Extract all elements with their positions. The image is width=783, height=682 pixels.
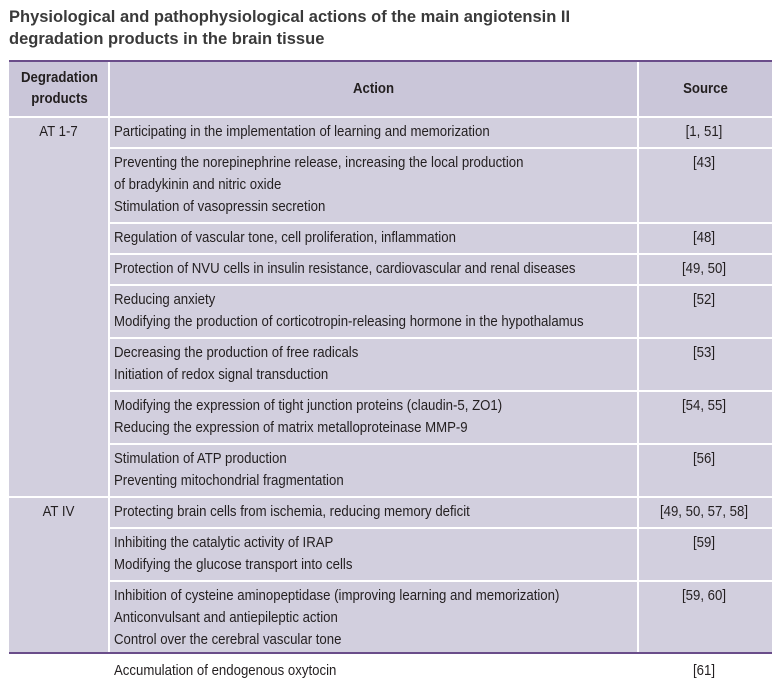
header-degradation-products-line-2: products [31,90,88,107]
action-cell [114,501,470,523]
source-cell: [43] [692,154,716,171]
action-cell [114,585,559,651]
source-cell: [52] [692,291,716,308]
group-label: AT 1-7 [39,123,78,140]
action-text: Stimulation of ATP production [114,450,287,467]
action-text: Control over the cerebral vascular tone [114,631,342,648]
action-text: Decreasing the production of free radicals [114,344,359,361]
action-text: Protection of NVU cells in insulin resistance, cardiovascular and renal diseases [114,260,576,277]
row-divider [110,284,772,286]
action-text: of bradykinin and nitric oxide [114,176,282,193]
source-cell: [49, 50, 57, 58] [659,503,749,520]
column-divider-1 [108,62,110,652]
action-cell [114,532,352,576]
group-divider [9,496,772,498]
row-divider [110,580,772,582]
action-text: Participating in the implementation of learning and memorization [114,123,490,140]
action-text: Modifying the expression of tight junction proteins (claudin-5, ZO1) [114,397,503,414]
action-text: Reducing anxiety [114,291,216,308]
table-title [9,6,769,50]
source-cell: [54, 55] [681,397,727,414]
row-divider [110,253,772,255]
action-text: Inhibition of cysteine aminopeptidase (improving learning and memorization) [114,587,560,604]
table-title-line-1: Physiological and pathophysiological actions of the main angiotensin II [9,8,571,26]
action-cell [114,152,523,218]
action-text: Anticonvulsant and antiepileptic action [114,609,338,626]
column-divider-2 [637,62,639,652]
source-cell: [56] [692,450,716,467]
header-source: Source [683,80,728,97]
header-divider [9,116,772,118]
row-divider [110,443,772,445]
source-cell: [1, 51] [685,123,723,140]
header-degradation-products-line-1: Degradation [20,69,98,86]
action-text: Preventing mitochondrial fragmentation [114,472,344,489]
action-text: Inhibiting the catalytic activity of IRAP [114,534,334,551]
action-cell [114,227,456,249]
data-table [9,60,772,679]
action-cell [114,121,490,143]
source-cell: [48] [692,229,716,246]
action-cell [114,395,502,439]
header-action: Action [352,80,395,97]
action-text: Protecting brain cells from ischemia, reducing memory deficit [114,503,470,520]
row-divider [110,655,772,657]
action-text: Accumulation of endogenous oxytocin [114,662,337,679]
action-text: Modifying the glucose transport into cells [114,556,353,573]
action-cell [114,448,344,492]
source-cell: [53] [692,344,716,361]
action-cell [114,258,575,280]
action-text: Stimulation of vasopressin secretion [114,198,326,215]
row-divider [110,222,772,224]
row-divider [110,390,772,392]
source-cell: [61] [692,662,716,679]
row-divider [110,337,772,339]
action-cell [114,342,358,386]
table-title-line-2: degradation products in the brain tissue [9,30,325,48]
action-cell [114,660,336,682]
row-divider [110,147,772,149]
action-text: Initiation of redox signal transduction [114,366,329,383]
action-text: Preventing the norepinephrine release, increasing the local production [114,154,524,171]
source-cell: [49, 50] [681,260,727,277]
source-cell: [59, 60] [681,587,727,604]
action-text: Regulation of vascular tone, cell proliferation, inflammation [114,229,456,246]
action-cell [114,289,584,333]
source-cell: [59] [692,534,716,551]
group-label: AT IV [42,503,75,520]
action-text: Modifying the production of corticotropin-releasing hormone in the hypothalamus [114,313,584,330]
row-divider [110,527,772,529]
header-degradation-products [15,67,104,109]
table-header [9,62,772,116]
action-text: Reducing the expression of matrix metalloproteinase MMP-9 [114,419,468,436]
